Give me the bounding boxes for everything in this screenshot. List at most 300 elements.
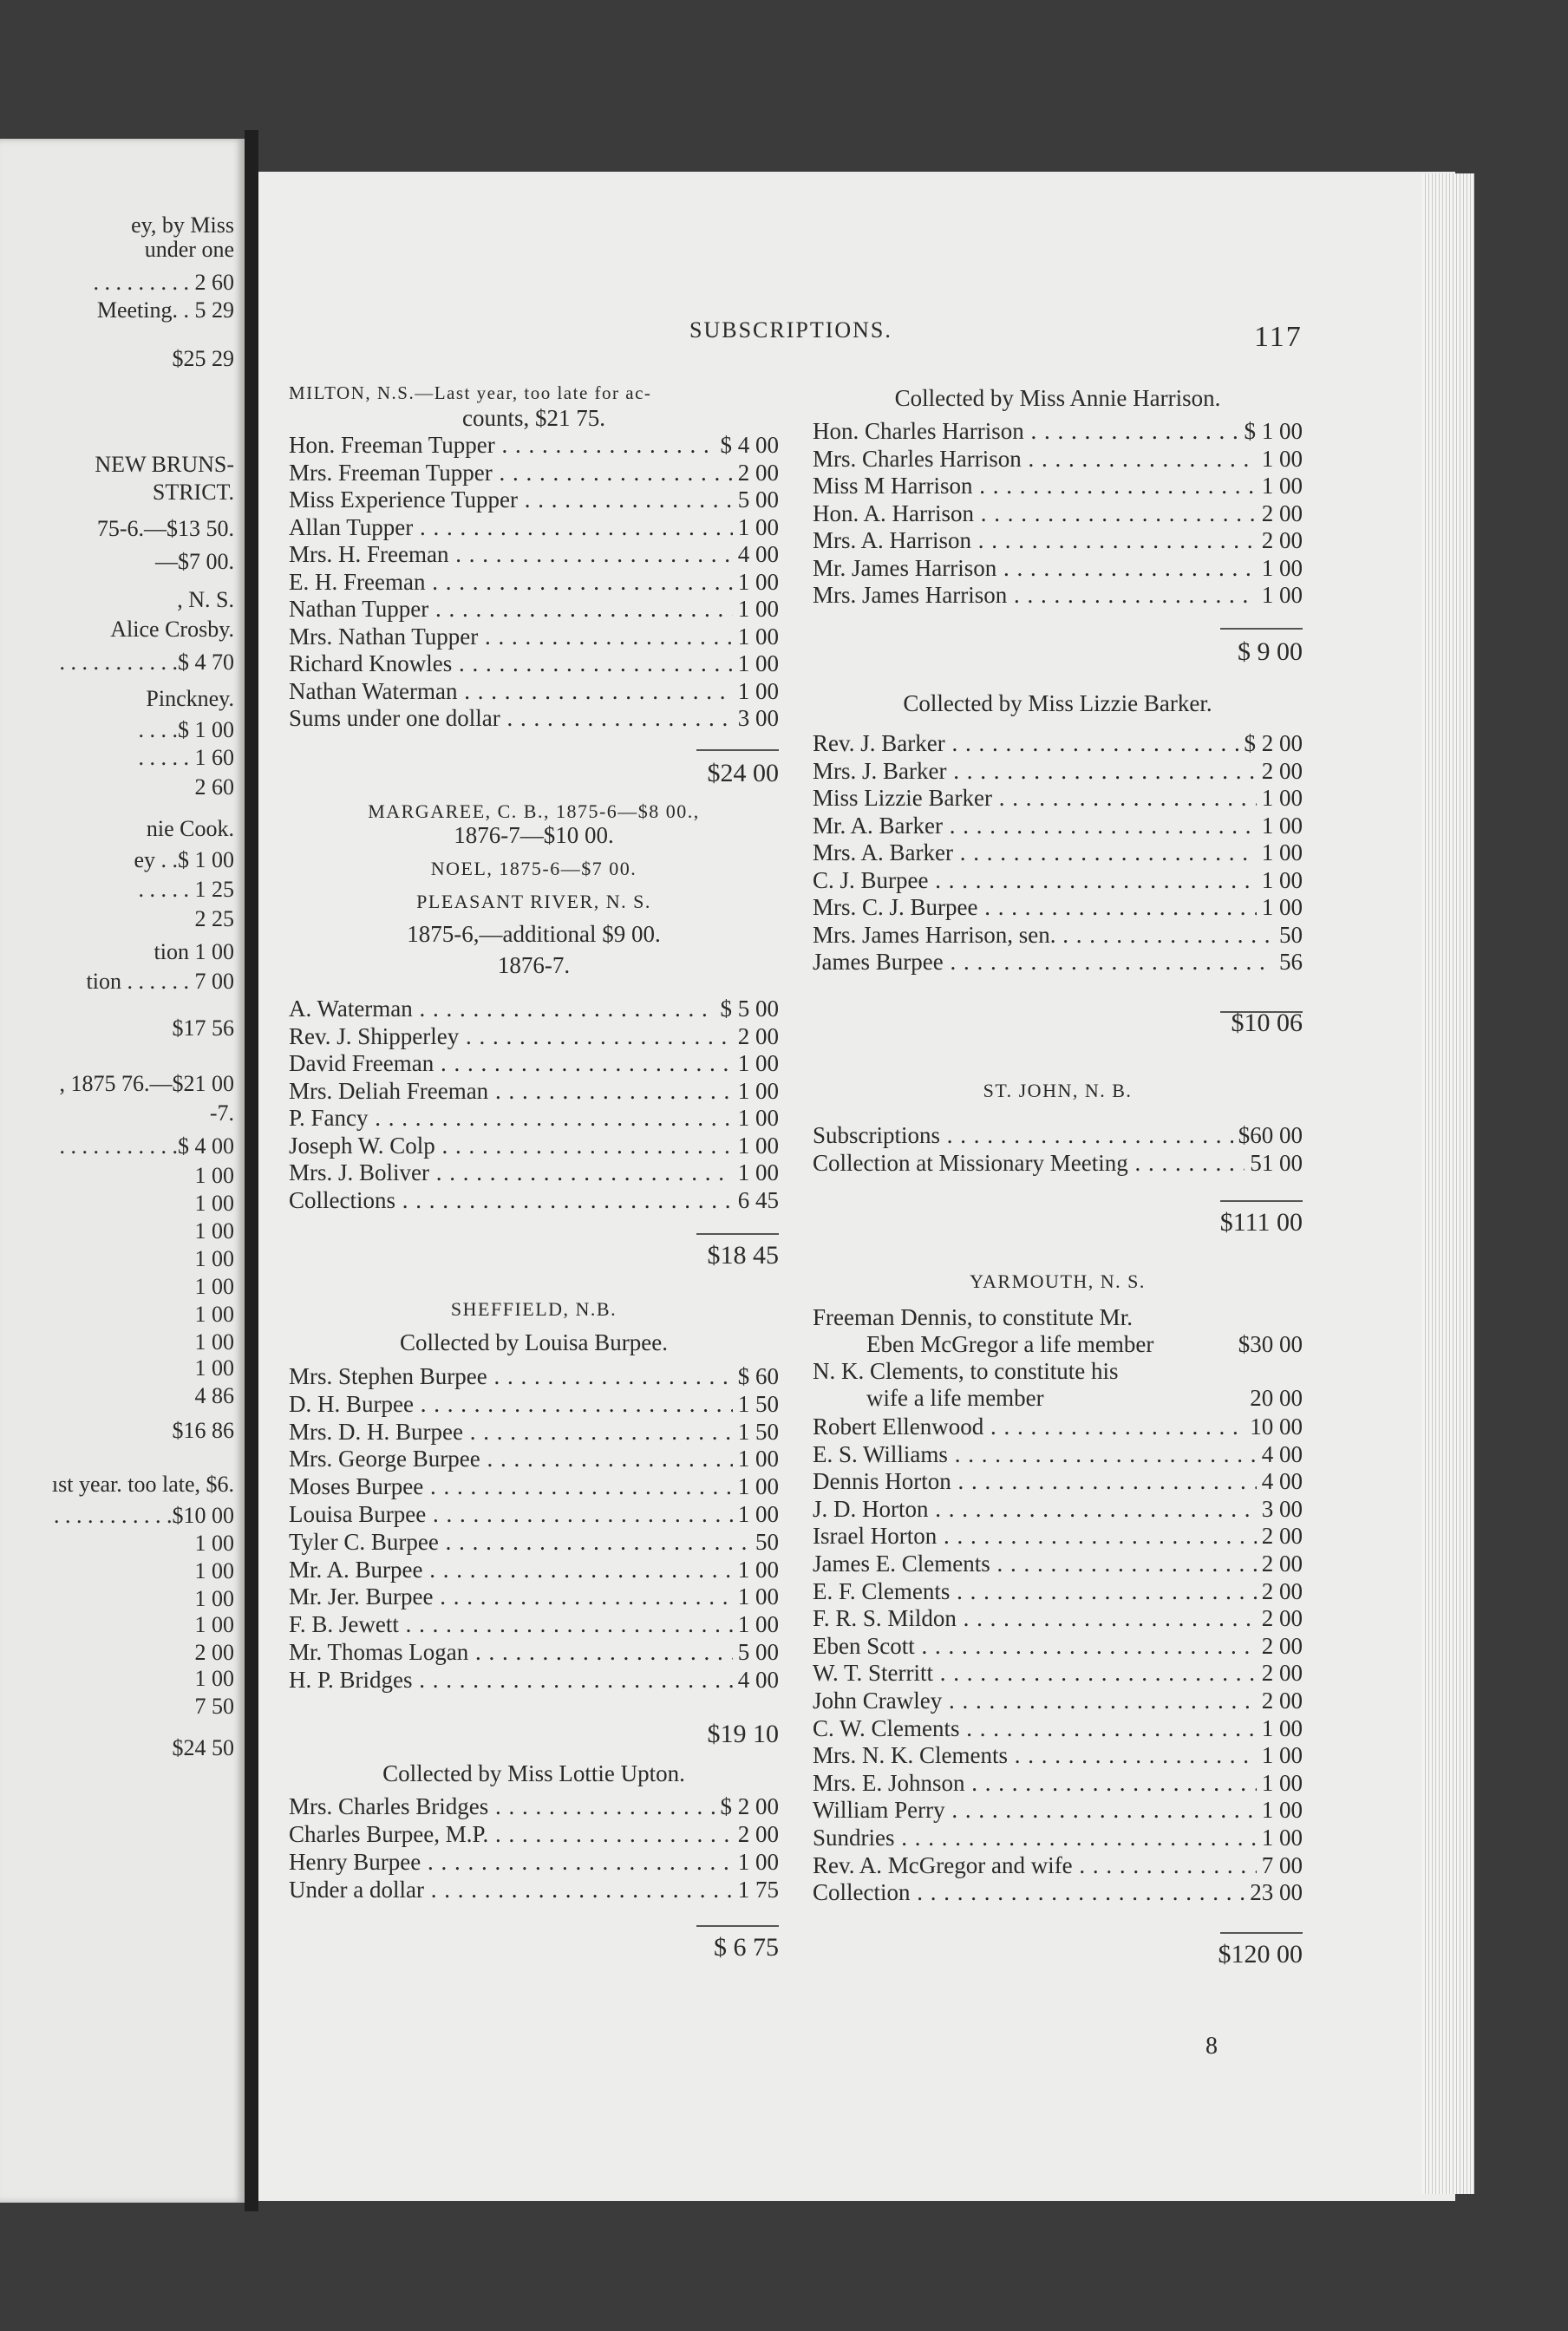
left-page-line: 1 00 <box>194 1246 234 1271</box>
sheffield-entry-row <box>289 1419 779 1446</box>
upton-entry-row <box>289 1849 779 1876</box>
yarmouth-entry-row <box>813 1551 1303 1577</box>
upton-entry-amount: $ 2 00 <box>720 1793 779 1819</box>
sheffield-entry-row <box>289 1501 779 1528</box>
noel-line: NOEL, 1875-6—$7 00. <box>430 858 637 879</box>
pleasant-river-entry-amount: 1 00 <box>737 1159 779 1185</box>
left-page-line: Meeting. . 5 29 <box>96 297 234 323</box>
barker-entry-amount: 56 <box>1279 949 1303 975</box>
left-page-line: ey . .$ 1 00 <box>134 847 234 872</box>
sheffield-entry-amount: 1 00 <box>737 1583 779 1610</box>
harrison-entry-amount: 2 00 <box>1261 500 1303 526</box>
barker-entry-row <box>813 839 1303 866</box>
st-john-heading: ST. JOHN, N. B. <box>983 1080 1133 1101</box>
upton-entry-name: Charles Burpee, M.P. . . . <box>289 1821 733 1848</box>
barker-entry-name: Mrs. J. Barker . . . <box>813 758 1257 785</box>
pleasant-river-entry-name: Collections . . . <box>289 1187 733 1214</box>
barker-entry-amount: 1 00 <box>1261 866 1303 893</box>
upton-total-rule <box>696 1925 779 1927</box>
barker-entry-amount: 1 00 <box>1261 839 1303 865</box>
milton-entry-amount: 1 00 <box>737 623 779 650</box>
binding-gutter <box>245 130 258 2211</box>
st-john-entry-amount: 51 00 <box>1250 1149 1303 1176</box>
milton-entry-name: E. H. Freeman . . . <box>289 569 733 596</box>
milton-entry-amount: $ 4 00 <box>720 432 779 458</box>
upton-entry-amount: 1 75 <box>737 1877 779 1903</box>
yarmouth-entry-amount: 4 00 <box>1261 1468 1303 1495</box>
barker-entry-name: Rev. J. Barker . . . <box>813 730 1239 757</box>
harrison-entry-name: Mrs. James Harrison . . . <box>813 582 1257 609</box>
yarmouth-entry-name: E. F. Clements . . . <box>813 1578 1257 1605</box>
yarmouth-entry-name: Israel Horton . . . <box>813 1523 1257 1550</box>
yarmouth-entry-name: W. T. Sterritt . . . <box>813 1660 1257 1687</box>
pleasant-river-entry-name: P. Fancy . . . <box>289 1105 733 1132</box>
yarmouth-entry-amount: 2 00 <box>1261 1523 1303 1550</box>
yarmouth-entry-row <box>813 1496 1303 1523</box>
left-page-line: . . . . . . . . . . .$10 00 <box>54 1503 234 1528</box>
yarmouth-entry-amount: 23 00 <box>1250 1879 1303 1906</box>
pleasant-river-entry-name: A. Waterman . . . <box>289 996 715 1022</box>
left-page-line: 1 00 <box>194 1586 234 1611</box>
left-page-line: , N. S. <box>177 587 234 612</box>
upton-total: $ 6 75 <box>714 1933 779 1962</box>
barker-total: $10 06 <box>1231 1009 1303 1037</box>
milton-entry-amount: 5 00 <box>737 486 779 513</box>
st-john-entry-row <box>813 1150 1303 1177</box>
left-page-line: ıst year. too late, $6. <box>51 1472 234 1497</box>
yarmouth-entry-amount: 2 00 <box>1261 1605 1303 1632</box>
sheffield-entry-name: D. H. Burpee . . . <box>289 1391 733 1418</box>
milton-entry-name: Miss Experience Tupper . . . <box>289 486 733 513</box>
yarmouth-second-amount: 20 00 <box>1250 1385 1303 1411</box>
yarmouth-second-line-2: wife a life member <box>866 1385 1044 1411</box>
harrison-entry-row <box>813 555 1303 582</box>
sheffield-entry-name: Mrs. George Burpee . . . <box>289 1446 733 1472</box>
pleasant-river-entry-row <box>289 1105 779 1132</box>
milton-entry-name: Mrs. Nathan Tupper . . . <box>289 624 733 650</box>
sheffield-total: $19 10 <box>707 1720 779 1748</box>
harrison-entry-amount: 2 00 <box>1261 527 1303 553</box>
yarmouth-entry-name: Collection . . . <box>813 1879 1245 1906</box>
sheffield-entry-row <box>289 1611 779 1638</box>
left-page-line: 2 25 <box>194 906 234 931</box>
page-number: 117 <box>1254 321 1303 353</box>
sheffield-entry-amount: 1 00 <box>737 1556 779 1583</box>
harrison-entry-row <box>813 473 1303 500</box>
yarmouth-entry-amount: 1 00 <box>1261 1825 1303 1851</box>
left-page-line: 2 00 <box>194 1640 234 1665</box>
pleasant-river-entry-amount: 1 00 <box>737 1050 779 1076</box>
yarmouth-entry-row <box>813 1770 1303 1797</box>
pleasant-river-entry-amount: 6 45 <box>737 1186 779 1213</box>
sheffield-entry-name: H. P. Bridges . . . <box>289 1667 733 1694</box>
milton-entry-amount: 1 00 <box>737 650 779 676</box>
milton-entry-row <box>289 541 779 568</box>
barker-collector: Collected by Miss Lizzie Barker. <box>903 690 1212 716</box>
margaree-line-2: 1876-7—$10 00. <box>454 822 614 848</box>
milton-entry-row <box>289 596 779 623</box>
yarmouth-entry-name: Dennis Horton . . . <box>813 1468 1257 1495</box>
left-page-line: 1 00 <box>194 1302 234 1327</box>
milton-entry-name: Nathan Tupper . . . <box>289 596 733 623</box>
milton-entry-row <box>289 705 779 732</box>
sheffield-heading: SHEFFIELD, N.B. <box>450 1298 617 1320</box>
milton-entry-name: Sums under one dollar . . . <box>289 705 733 732</box>
left-page-line: $24 50 <box>172 1735 234 1760</box>
harrison-entry-name: Miss M Harrison . . . <box>813 473 1257 500</box>
left-page-line: 7 50 <box>194 1694 234 1719</box>
yarmouth-entry-name: Robert Ellenwood . . . <box>813 1414 1245 1440</box>
sheffield-entry-name: Tyler C. Burpee . . . <box>289 1529 750 1556</box>
barker-entry-row <box>813 813 1303 839</box>
yarmouth-entry-amount: 7 00 <box>1261 1851 1303 1878</box>
yarmouth-entry-row <box>813 1688 1303 1714</box>
st-john-entry-row <box>813 1122 1303 1149</box>
yarmouth-entry-name: William Perry . . . <box>813 1797 1257 1824</box>
milton-entry-amount: 2 00 <box>737 459 779 486</box>
milton-entry-row <box>289 486 779 513</box>
harrison-entry-row <box>813 527 1303 554</box>
sheffield-entry-row <box>289 1363 779 1390</box>
pleasant-river-entry-row <box>289 1050 779 1077</box>
yarmouth-entry-amount: 2 00 <box>1261 1632 1303 1659</box>
left-page-line: 1 00 <box>194 1612 234 1637</box>
left-page-line: . . . . . . . . . . .$ 4 00 <box>59 1133 234 1159</box>
harrison-entry-name: Mrs. Charles Harrison . . . <box>813 446 1257 473</box>
left-page-line: . . . . . . . . . . .$ 4 70 <box>59 650 234 675</box>
yarmouth-entry-row <box>813 1742 1303 1769</box>
yarmouth-entry-row <box>813 1660 1303 1687</box>
milton-total: $24 00 <box>707 759 779 787</box>
barker-entry-row <box>813 730 1303 757</box>
pleasant-river-entry-amount: 1 00 <box>737 1077 779 1104</box>
sheffield-entry-amount: 1 00 <box>737 1446 779 1472</box>
yarmouth-entry-amount: 1 00 <box>1261 1742 1303 1769</box>
milton-entry-row <box>289 569 779 596</box>
yarmouth-entry-row <box>813 1825 1303 1851</box>
barker-entry-row <box>813 785 1303 812</box>
yarmouth-entry-name: J. D. Horton . . . <box>813 1496 1257 1523</box>
pleasant-river-entry-amount: $ 5 00 <box>720 996 779 1022</box>
milton-entry-row <box>289 514 779 541</box>
barker-entry-row <box>813 758 1303 785</box>
sheffield-entry-amount: 50 <box>755 1528 779 1555</box>
yarmouth-entry-row <box>813 1441 1303 1468</box>
sheffield-entry-name: Moses Burpee . . . <box>289 1473 733 1500</box>
sheffield-entry-name: Louisa Burpee . . . <box>289 1501 733 1528</box>
sheffield-entry-amount: 1 00 <box>737 1611 779 1638</box>
barker-entry-amount: 1 00 <box>1261 785 1303 811</box>
yarmouth-entry-row <box>813 1633 1303 1660</box>
sheffield-entry-name: Mr. Thomas Logan . . . <box>289 1639 733 1666</box>
pleasant-river-entry-name: David Freeman . . . <box>289 1050 733 1077</box>
upton-entry-row <box>289 1877 779 1903</box>
harrison-entry-name: Mr. James Harrison . . . <box>813 555 1257 582</box>
left-page-line: 1 00 <box>194 1274 234 1299</box>
sheffield-entry-row <box>289 1557 779 1583</box>
left-page-line: 1 00 <box>194 1191 234 1216</box>
sheffield-entry-row <box>289 1391 779 1418</box>
yarmouth-entry-amount: 4 00 <box>1261 1440 1303 1467</box>
milton-entry-amount: 1 00 <box>737 677 779 704</box>
left-page-line: ey, by Miss <box>131 212 234 238</box>
yarmouth-heading: YARMOUTH, N. S. <box>970 1270 1146 1292</box>
pleasant-river-entry-row <box>289 996 779 1022</box>
yarmouth-entry-amount: 1 00 <box>1261 1714 1303 1741</box>
barker-entry-name: Mr. A. Barker . . . <box>813 813 1257 839</box>
milton-entry-amount: 1 00 <box>737 513 779 540</box>
harrison-total-rule <box>1220 628 1303 630</box>
harrison-entry-name: Mrs. A. Harrison . . . <box>813 527 1257 554</box>
milton-entry-name: Mrs. Freeman Tupper . . . <box>289 460 733 486</box>
harrison-entry-amount: 1 00 <box>1261 554 1303 581</box>
barker-entry-amount: 1 00 <box>1261 812 1303 839</box>
st-john-total-rule <box>1220 1200 1303 1202</box>
milton-total-rule <box>696 749 779 751</box>
milton-entry-row <box>289 624 779 650</box>
barker-entry-name: James Burpee . . . <box>813 949 1274 976</box>
harrison-entry-row <box>813 418 1303 445</box>
st-john-entry-name: Collection at Missionary Meeting . . . <box>813 1150 1245 1177</box>
milton-entry-name: Allan Tupper . . . <box>289 514 733 541</box>
yarmouth-entry-name: C. W. Clements . . . <box>813 1715 1257 1742</box>
upton-entry-name: Mrs. Charles Bridges . . . <box>289 1793 715 1820</box>
upton-entry-row <box>289 1793 779 1820</box>
left-page-line: tion . . . . . . 7 00 <box>86 969 234 994</box>
sheffield-entry-amount: 1 00 <box>737 1473 779 1500</box>
pleasant-river-entry-row <box>289 1078 779 1105</box>
upton-entry-amount: 1 00 <box>737 1849 779 1875</box>
pleasant-river-heading: PLEASANT RIVER, N. S. <box>416 891 651 912</box>
harrison-entry-amount: $ 1 00 <box>1244 418 1303 444</box>
barker-entry-name: Mrs. C. J. Burpee . . . <box>813 894 1257 921</box>
yarmouth-entry-amount: 2 00 <box>1261 1551 1303 1577</box>
sheffield-entry-row <box>289 1639 779 1666</box>
milton-entry-amount: 3 00 <box>737 705 779 731</box>
yarmouth-first-amount: $30 00 <box>1238 1331 1303 1357</box>
left-page-line: NEW BRUNS- <box>95 452 234 477</box>
yarmouth-entry-amount: 2 00 <box>1261 1688 1303 1714</box>
left-page-line: 2 60 <box>194 774 234 800</box>
harrison-entry-amount: 1 00 <box>1261 445 1303 472</box>
barker-entry-row <box>813 894 1303 921</box>
harrison-entry-name: Hon. Charles Harrison . . . <box>813 418 1239 445</box>
yarmouth-entry-row <box>813 1852 1303 1879</box>
sheffield-entry-row <box>289 1446 779 1472</box>
left-page-line: . . . .$ 1 00 <box>138 717 234 742</box>
pleasant-river-entry-row <box>289 1159 779 1186</box>
yarmouth-entry-name: Mrs. E. Johnson . . . <box>813 1770 1257 1797</box>
yarmouth-entry-amount: 2 00 <box>1261 1577 1303 1604</box>
yarmouth-entry-row <box>813 1414 1303 1440</box>
sheffield-entry-amount: 1 50 <box>737 1390 779 1417</box>
left-page-line: 1 00 <box>194 1666 234 1691</box>
left-page <box>0 139 245 2203</box>
yarmouth-entry-name: Rev. A. McGregor and wife . . . <box>813 1852 1257 1879</box>
left-page-line: 1 00 <box>194 1558 234 1583</box>
left-page-line: 1 00 <box>194 1329 234 1355</box>
sheffield-entry-row <box>289 1583 779 1610</box>
milton-entry-amount: 1 00 <box>737 568 779 595</box>
harrison-entry-amount: 1 00 <box>1261 473 1303 499</box>
left-page-line: -7. <box>209 1100 234 1126</box>
yarmouth-entry-name: Sundries . . . <box>813 1825 1257 1851</box>
yarmouth-total-rule <box>1220 1932 1303 1934</box>
barker-entry-row <box>813 922 1303 949</box>
pleasant-river-entry-row <box>289 1023 779 1050</box>
sheffield-entry-name: Mrs. D. H. Burpee . . . <box>289 1419 733 1446</box>
pleasant-river-entry-name: Mrs. Deliah Freeman . . . <box>289 1078 733 1105</box>
left-page-line: $16 86 <box>172 1418 234 1443</box>
pleasant-river-total: $18 45 <box>707 1241 779 1270</box>
left-page-line: . . . . . 1 25 <box>138 877 234 902</box>
harrison-entry-row <box>813 582 1303 609</box>
milton-entry-name: Hon. Freeman Tupper . . . <box>289 432 715 459</box>
sheffield-entry-name: Mrs. Stephen Burpee . . . <box>289 1363 733 1390</box>
yarmouth-entry-name: F. R. S. Mildon . . . <box>813 1605 1257 1632</box>
sheffield-entry-row <box>289 1529 779 1556</box>
barker-entry-name: Mrs. James Harrison, sen. . . . <box>813 922 1274 949</box>
yarmouth-entry-row <box>813 1578 1303 1605</box>
yarmouth-entry-name: Eben Scott . . . <box>813 1633 1257 1660</box>
yarmouth-entry-name: E. S. Williams . . . <box>813 1441 1257 1468</box>
left-page-line: under one <box>144 237 234 262</box>
yarmouth-second-line-1: N. K. Clements, to constitute his <box>813 1358 1119 1384</box>
left-page-line: $17 56 <box>172 1015 234 1041</box>
yarmouth-entry-row <box>813 1468 1303 1495</box>
left-page-line: tion 1 00 <box>154 939 234 964</box>
yarmouth-entry-row <box>813 1715 1303 1742</box>
sheffield-collector: Collected by Louisa Burpee. <box>400 1329 668 1355</box>
pleasant-river-entry-amount: 1 00 <box>737 1105 779 1131</box>
sheffield-entry-name: Mr. A. Burpee . . . <box>289 1557 733 1583</box>
barker-entry-amount: 1 00 <box>1261 894 1303 920</box>
sheffield-entry-amount: 1 00 <box>737 1501 779 1527</box>
milton-heading-1: MILTON, N.S.—Last year, too late for ac- <box>289 382 652 403</box>
sheffield-entry-amount: 4 00 <box>737 1666 779 1693</box>
barker-entry-row <box>813 949 1303 976</box>
yarmouth-entry-row <box>813 1605 1303 1632</box>
left-page-line: Pinckney. <box>146 686 234 711</box>
yarmouth-entry-amount: 2 00 <box>1261 1660 1303 1687</box>
pleasant-river-entry-row <box>289 1187 779 1214</box>
left-page-line: 75-6.—$13 50. <box>96 516 234 541</box>
milton-entry-amount: 4 00 <box>737 541 779 567</box>
harrison-total: $ 9 00 <box>1238 637 1303 666</box>
barker-entry-row <box>813 867 1303 894</box>
sheffield-entry-row <box>289 1473 779 1500</box>
yarmouth-entry-amount: 10 00 <box>1250 1414 1303 1440</box>
left-page-line: . . . . . . . . . 2 60 <box>93 270 234 295</box>
harrison-collector: Collected by Miss Annie Harrison. <box>894 385 1221 411</box>
harrison-entry-row <box>813 500 1303 527</box>
yarmouth-first-line-1: Freeman Dennis, to constitute Mr. <box>813 1304 1133 1330</box>
sheffield-entry-name: Mr. Jer. Burpee . . . <box>289 1583 733 1610</box>
yarmouth-entry-amount: 3 00 <box>1261 1495 1303 1522</box>
yarmouth-entry-row <box>813 1879 1303 1906</box>
signature-mark: 8 <box>1205 2033 1218 2060</box>
st-john-entry-amount: $60 00 <box>1238 1122 1303 1148</box>
pleasant-river-entry-amount: 1 00 <box>737 1132 779 1159</box>
left-page-line: 1 00 <box>194 1218 234 1244</box>
running-title: SUBSCRIPTIONS. <box>689 317 892 343</box>
st-john-entry-name: Subscriptions . . . <box>813 1122 1233 1149</box>
yarmouth-entry-row <box>813 1523 1303 1550</box>
yarmouth-first-line-2: Eben McGregor a life member <box>866 1331 1154 1357</box>
upton-collector: Collected by Miss Lottie Upton. <box>382 1760 685 1786</box>
yarmouth-entry-amount: 1 00 <box>1261 1797 1303 1824</box>
sheffield-entry-amount: 1 50 <box>737 1418 779 1445</box>
milton-entry-row <box>289 460 779 486</box>
pleasant-river-entry-row <box>289 1133 779 1159</box>
milton-entry-row <box>289 678 779 705</box>
yarmouth-entry-amount: 1 00 <box>1261 1769 1303 1796</box>
milton-entry-name: Mrs. H. Freeman . . . <box>289 541 733 568</box>
upton-entry-name: Henry Burpee . . . <box>289 1849 733 1876</box>
left-page-line: 1 00 <box>194 1355 234 1381</box>
harrison-entry-name: Hon. A. Harrison . . . <box>813 500 1257 527</box>
pleasant-total-rule <box>696 1233 779 1235</box>
milton-entry-name: Nathan Waterman . . . <box>289 678 733 705</box>
milton-entry-amount: 1 00 <box>737 596 779 622</box>
page-edges <box>1422 173 1474 2194</box>
left-page-line: 4 86 <box>194 1383 234 1408</box>
barker-entry-name: C. J. Burpee . . . <box>813 867 1257 894</box>
milton-heading-2: counts, $21 75. <box>462 405 605 431</box>
left-page-line: 1 00 <box>194 1531 234 1556</box>
left-page-line: , 1875 76.—$21 00 <box>59 1071 234 1096</box>
yarmouth-entry-name: John Crawley . . . <box>813 1688 1257 1714</box>
milton-entry-row <box>289 650 779 677</box>
left-page-line: 1 00 <box>194 1163 234 1188</box>
barker-entry-amount: $ 2 00 <box>1244 730 1303 756</box>
sheffield-entry-amount: 5 00 <box>737 1639 779 1665</box>
pleasant-river-entry-name: Joseph W. Colp . . . <box>289 1133 733 1159</box>
pleasant-river-entry-name: Rev. J. Shipperley . . . <box>289 1023 733 1050</box>
upton-entry-amount: 2 00 <box>737 1821 779 1847</box>
yarmouth-total: $120 00 <box>1218 1940 1303 1969</box>
left-page-line: nie Cook. <box>146 816 234 841</box>
sheffield-entry-row <box>289 1667 779 1694</box>
left-page-line: Alice Crosby. <box>110 617 234 642</box>
barker-entry-amount: 2 00 <box>1261 757 1303 784</box>
pleasant-river-year: 1876-7. <box>497 952 571 978</box>
milton-entry-row <box>289 432 779 459</box>
left-page-line: $25 29 <box>172 346 234 371</box>
left-page-line: . . . . . 1 60 <box>138 745 234 770</box>
pleasant-river-entry-name: Mrs. J. Boliver . . . <box>289 1159 733 1186</box>
upton-entry-row <box>289 1821 779 1848</box>
yarmouth-entry-name: Mrs. N. K. Clements . . . <box>813 1742 1257 1769</box>
left-page-line: STRICT. <box>152 480 234 505</box>
yarmouth-entry-row <box>813 1797 1303 1824</box>
pleasant-river-additional: 1875-6,—additional $9 00. <box>407 921 661 947</box>
yarmouth-entry-name: James E. Clements . . . <box>813 1551 1257 1577</box>
harrison-entry-amount: 1 00 <box>1261 582 1303 608</box>
st-john-total: $111 00 <box>1219 1208 1303 1237</box>
barker-entry-amount: 50 <box>1279 921 1303 948</box>
barker-entry-name: Mrs. A. Barker . . . <box>813 839 1257 866</box>
margaree-line-1: MARGAREE, C. B., 1875-6—$8 00., <box>368 800 700 822</box>
harrison-entry-row <box>813 446 1303 473</box>
sheffield-entry-name: F. B. Jewett . . . <box>289 1611 733 1638</box>
sheffield-entry-amount: $ 60 <box>737 1363 779 1389</box>
pleasant-river-entry-amount: 2 00 <box>737 1022 779 1049</box>
left-page-line: —$7 00. <box>155 549 234 574</box>
milton-entry-name: Richard Knowles . . . <box>289 650 733 677</box>
barker-entry-name: Miss Lizzie Barker . . . <box>813 785 1257 812</box>
upton-entry-name: Under a dollar . . . <box>289 1877 733 1903</box>
